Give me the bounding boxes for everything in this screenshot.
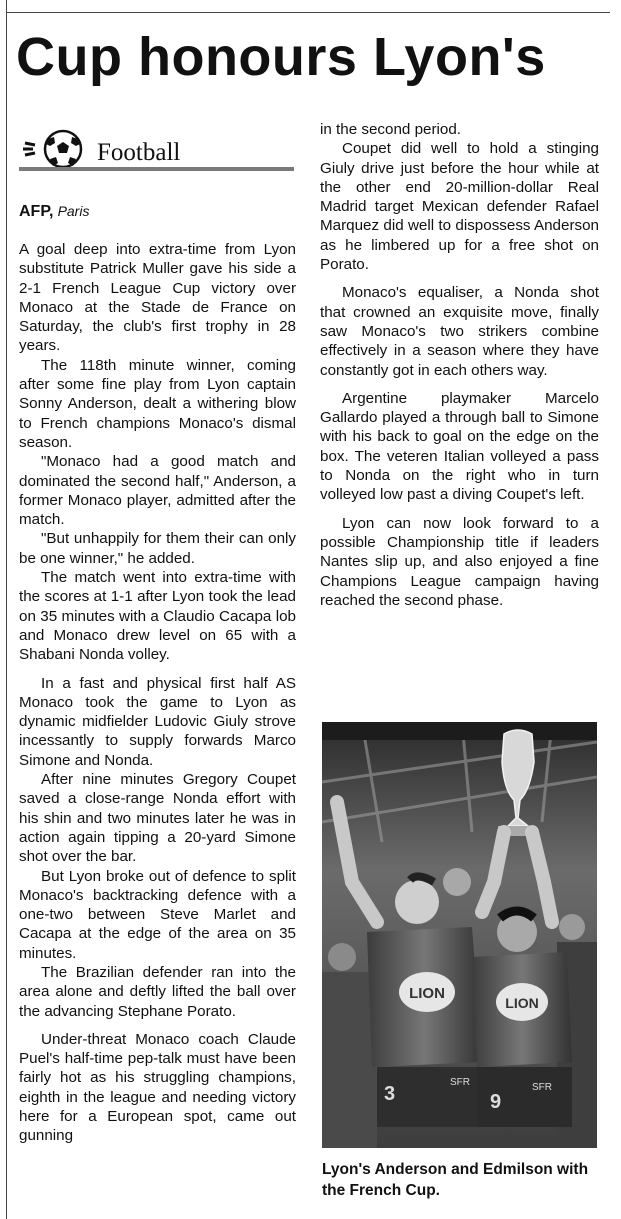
shirt-text-right: LION [505, 995, 539, 1011]
paragraph: A goal deep into extra-time from Lyon substitute Patrick Muller gave his side a 2-1 French League Cup victory over Monaco at the Stade de France on Saturday, the club's first trophy in 28 years. [19, 241, 296, 355]
paragraph: The 118th minute winner, coming after some fine play from Lyon captain Sonny Anderson, dealt a withering blow to French champions Monaco's dismal season. [19, 356, 296, 451]
article-column-2 [320, 120, 599, 610]
paragraph: Lyon can now look forward to a possible Championship title if leaders Nantes slip up, and also enjoyed a fine Champions League campaign having reached the second phase. [320, 514, 599, 609]
sponsor-left: SFR [450, 1077, 470, 1088]
page-frame-left [6, 0, 7, 1219]
paragraph: Monaco's equaliser, a Nonda shot that crowned an exquisite move, finally saw Monaco's two strikers combine effectively in a season where they have constantly got in each others way. [320, 284, 599, 379]
page-frame-top [6, 12, 610, 13]
paragraph: in the second period. [320, 121, 462, 138]
photo-caption: Lyon's Anderson and Edmilson with the French Cup. [322, 1161, 589, 1199]
paragraph: "Monaco had a good match and dominated the second half," Anderson, a former Monaco player, admitted after the match. [19, 453, 296, 529]
shirt-text-left: LION [409, 985, 445, 1002]
byline [19, 203, 89, 221]
paragraph: After nine minutes Gregory Coupet saved a close-range Nonda effort with his shin and two minutes later he was in action again tipping a 20-yard Simone shot over the bar. [19, 771, 296, 866]
paragraph: Under-threat Monaco coach Claude Puel's half-time pep-talk must have been fairly hot as his struggling champions, eighth in the league and needing victory here for a European spot, came out gunning [19, 1030, 296, 1145]
photo-illustration [322, 722, 597, 1148]
sponsor-right: SFR [532, 1082, 552, 1093]
football-icon [21, 129, 91, 169]
shirt-number-right: 9 [490, 1091, 502, 1113]
trophy-photo [322, 722, 597, 1148]
paragraph: "But unhappily for them their can only be one winner," he added. [19, 530, 296, 567]
paragraph: But Lyon broke out of defence to split Monaco's backtracking defence with a one-two between Steve Marlet and Cacapa at the edge of the area on 35 minutes. [19, 867, 296, 962]
article-column-1 [19, 240, 296, 1146]
headline: Cup honours Lyon's [16, 27, 546, 87]
paragraph: The Brazilian defender ran into the area alone and deftly lifted the ball over the advancing Stephane Porato. [19, 963, 296, 1020]
paragraph: In a fast and physical first half AS Monaco took the game to Lyon as dynamic midfielder Ludovic Giuly strove incessantly to supply forwards Marco Simone and Nonda. [19, 674, 296, 769]
byline-location: Paris [57, 203, 90, 219]
paragraph: The match went into extra-time with the scores at 1-1 after Lyon took the lead on 35 minutes with a Claudio Cacapa lob and Monaco drew level on 65 with a Shabani Nonda volley. [19, 569, 296, 664]
paragraph: Argentine playmaker Marcelo Gallardo played a through ball to Simone with his back to goal on the edge on the box. The veteren Italian volleyed a pass to Nonda on the right who in turn volleyed low past a diving Coupet's left. [320, 389, 599, 504]
paragraph: Coupet did well to hold a stinging Giuly drive just before the hour while at the other end 20-million-dollar Real Madrid target Mexican defender Rafael Marquez did well to dispossess Anderson as he limbered up for a free shot on Porato. [320, 140, 599, 274]
byline-agency: AFP, [19, 203, 54, 220]
section-label: Football [97, 139, 181, 166]
shirt-number-left: 3 [384, 1083, 396, 1105]
section-rule [19, 167, 294, 171]
section-header [19, 128, 294, 174]
